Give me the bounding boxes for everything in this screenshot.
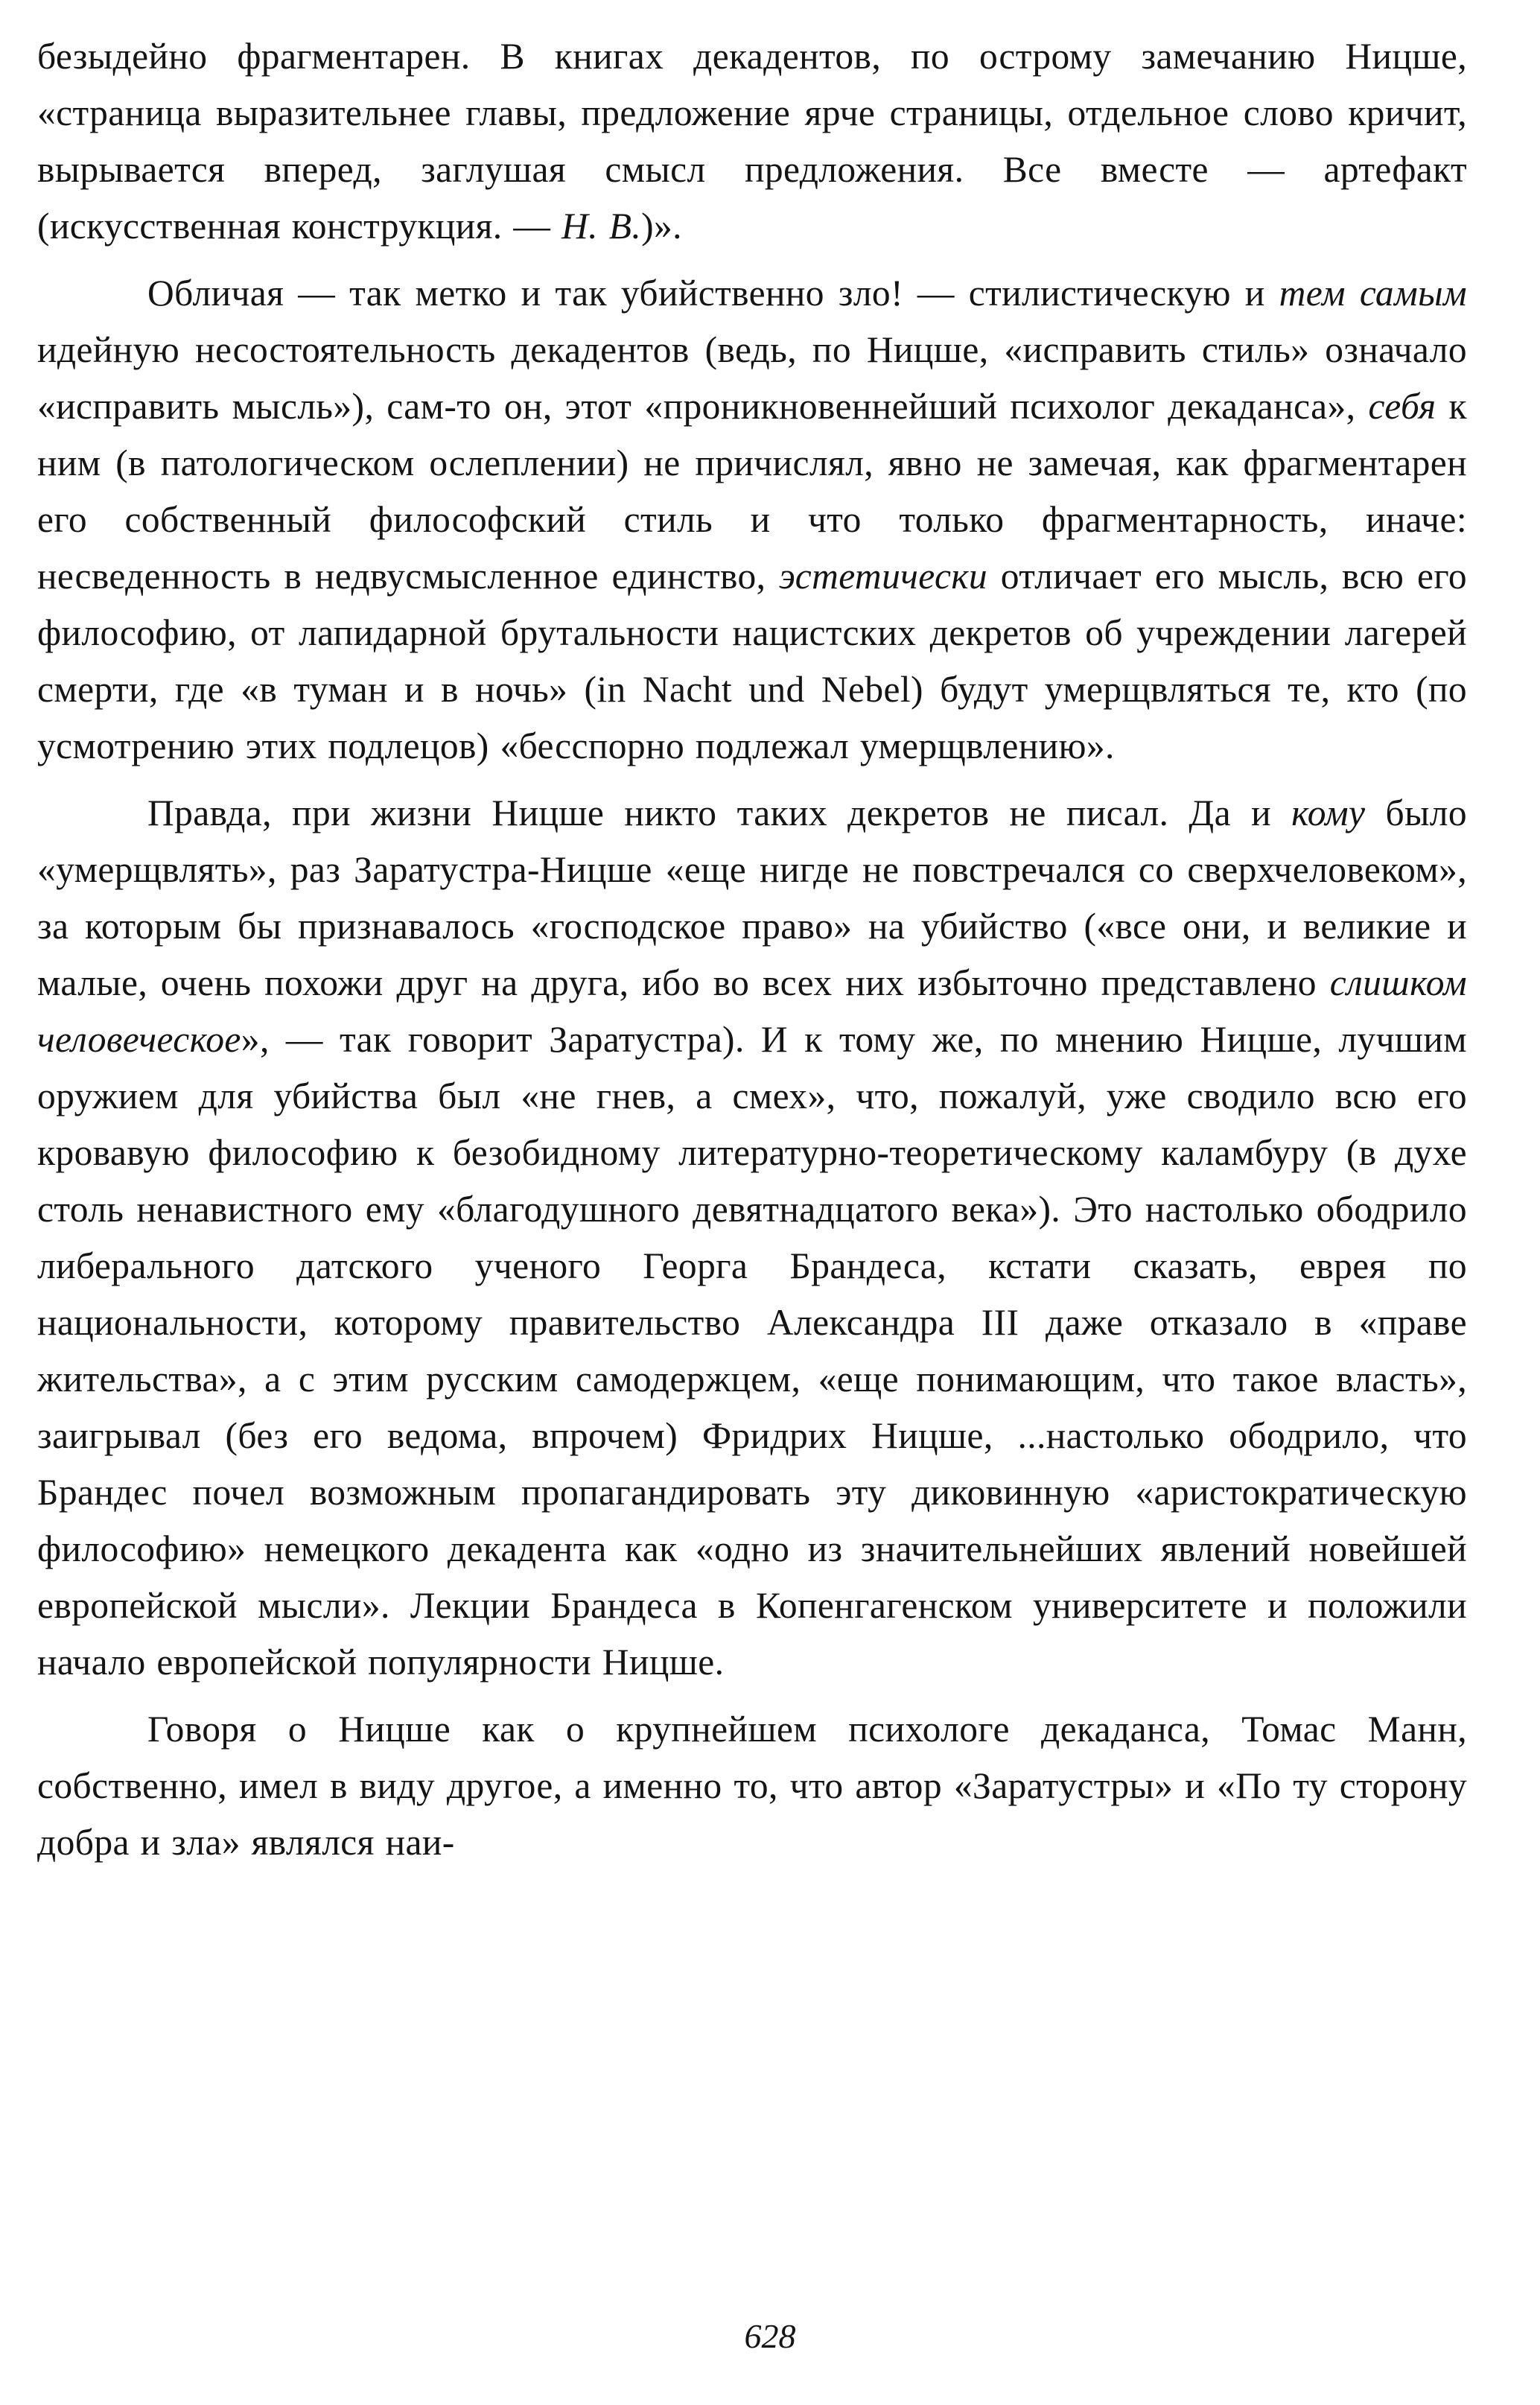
paragraph-1-end: )». bbox=[641, 206, 682, 247]
page-body bbox=[37, 28, 1467, 1881]
paragraph-2-emphasis-tem-samym: тем самым bbox=[1279, 273, 1467, 314]
paragraph-1 bbox=[37, 28, 1467, 255]
paragraph-3-text-c: », — так говорит Заратустра). И к тому же, по мнению Ницше, лучшим оружием для убийства был «не гнев, а смех», что, пожалуй, уже сводило всю его кровавую философию к безобидному литературно-теоретическому каламбуру (в духе столь ненавистного ему «благодушного девятнадцатого века»). Это настолько ободрило либерального датского ученого Георга Брандеса, кстати сказать, еврея по национальности, которому правительство Александра III даже отказало в «праве жительства», а с этим русским самодержцем, «еще понимающим, что такое власть», заигрывал (без его ведома, впрочем) Фридрих Ницше, ...настолько ободрило, что Брандес почел возможным пропагандировать эту диковинную «аристократическую философию» немецкого декадента как «одно из значительнейших явлений новейшей европейской мысли». Лекции Брандеса в Копенгагенском университете и положили начало европейской популярности Ницше. bbox=[37, 1019, 1467, 1683]
paragraph-3-text-b: было «умерщвлять», раз Заратустра-Ницше «еще нигде не повстречался со сверхчеловеком», за которым бы признавалось «господское право» на убийство («все они, и великие и малые, очень похожи друг на друга, ибо во всех них избыточно представлено bbox=[37, 792, 1467, 1003]
paragraph-1-text: безыдейно фрагментарен. В книгах декадентов, по острому замечанию Ницше, «страница выразительнее главы, предложение ярче страницы, отдельное слово кричит, вырывается вперед, заглушая смысл предложения. Все вместе — артефакт (искусственная конструкция. — bbox=[37, 36, 1467, 247]
paragraph-2-text-c: к ним (в патологическом ослеплении) не причислял, явно не замечая, как фрагментарен его собственный философский стиль и что только фрагментарность, иначе: несведенность в недвусмысленное единство, bbox=[37, 386, 1467, 597]
page-number: 628 bbox=[744, 2317, 796, 2355]
paragraph-2-emphasis-esteticheski: эстетически bbox=[779, 556, 988, 597]
paragraph-2-emphasis-sebya: себя bbox=[1368, 386, 1436, 427]
paragraph-2-text-d: отличает его мысль, всю его философию, от лапидарной брутальности нацистских декретов об учреждении лагерей смерти, где «в туман и в ночь» (in Nacht und Nebel) будут умерщвляться те, кто (по усмотрению этих подлецов) «бесспорно подлежал умерщвлению». bbox=[37, 556, 1467, 766]
paragraph-4 bbox=[37, 1701, 1467, 1871]
paragraph-3-emphasis-slishkom: слишком человеческое bbox=[37, 962, 1467, 1060]
paragraph-1-initials: Н. В. bbox=[561, 206, 642, 247]
paragraph-2-text-a: Обличая — так метко и так убийственно зло! — стилистическую и bbox=[147, 273, 1279, 314]
paragraph-2-text-b: идейную несостоятельность декадентов (ведь, по Ницше, «исправить стиль» означало «исправить мысль»), сам-то он, этот «проникновеннейший психолог декаданса», bbox=[37, 329, 1467, 427]
paragraph-3 bbox=[37, 785, 1467, 1691]
paragraph-2 bbox=[37, 265, 1467, 775]
paragraph-3-emphasis-komu: кому bbox=[1291, 792, 1366, 833]
paragraph-4-text: Говоря о Ницше как о крупнейшем психологе декаданса, Томас Манн, собственно, имел в виду другое, а именно то, что автор «Заратустры» и «По ту сторону добра и зла» являлся наи- bbox=[37, 1709, 1467, 1863]
paragraph-3-text-a: Правда, при жизни Ницше никто таких декретов не писал. Да и bbox=[147, 792, 1292, 833]
